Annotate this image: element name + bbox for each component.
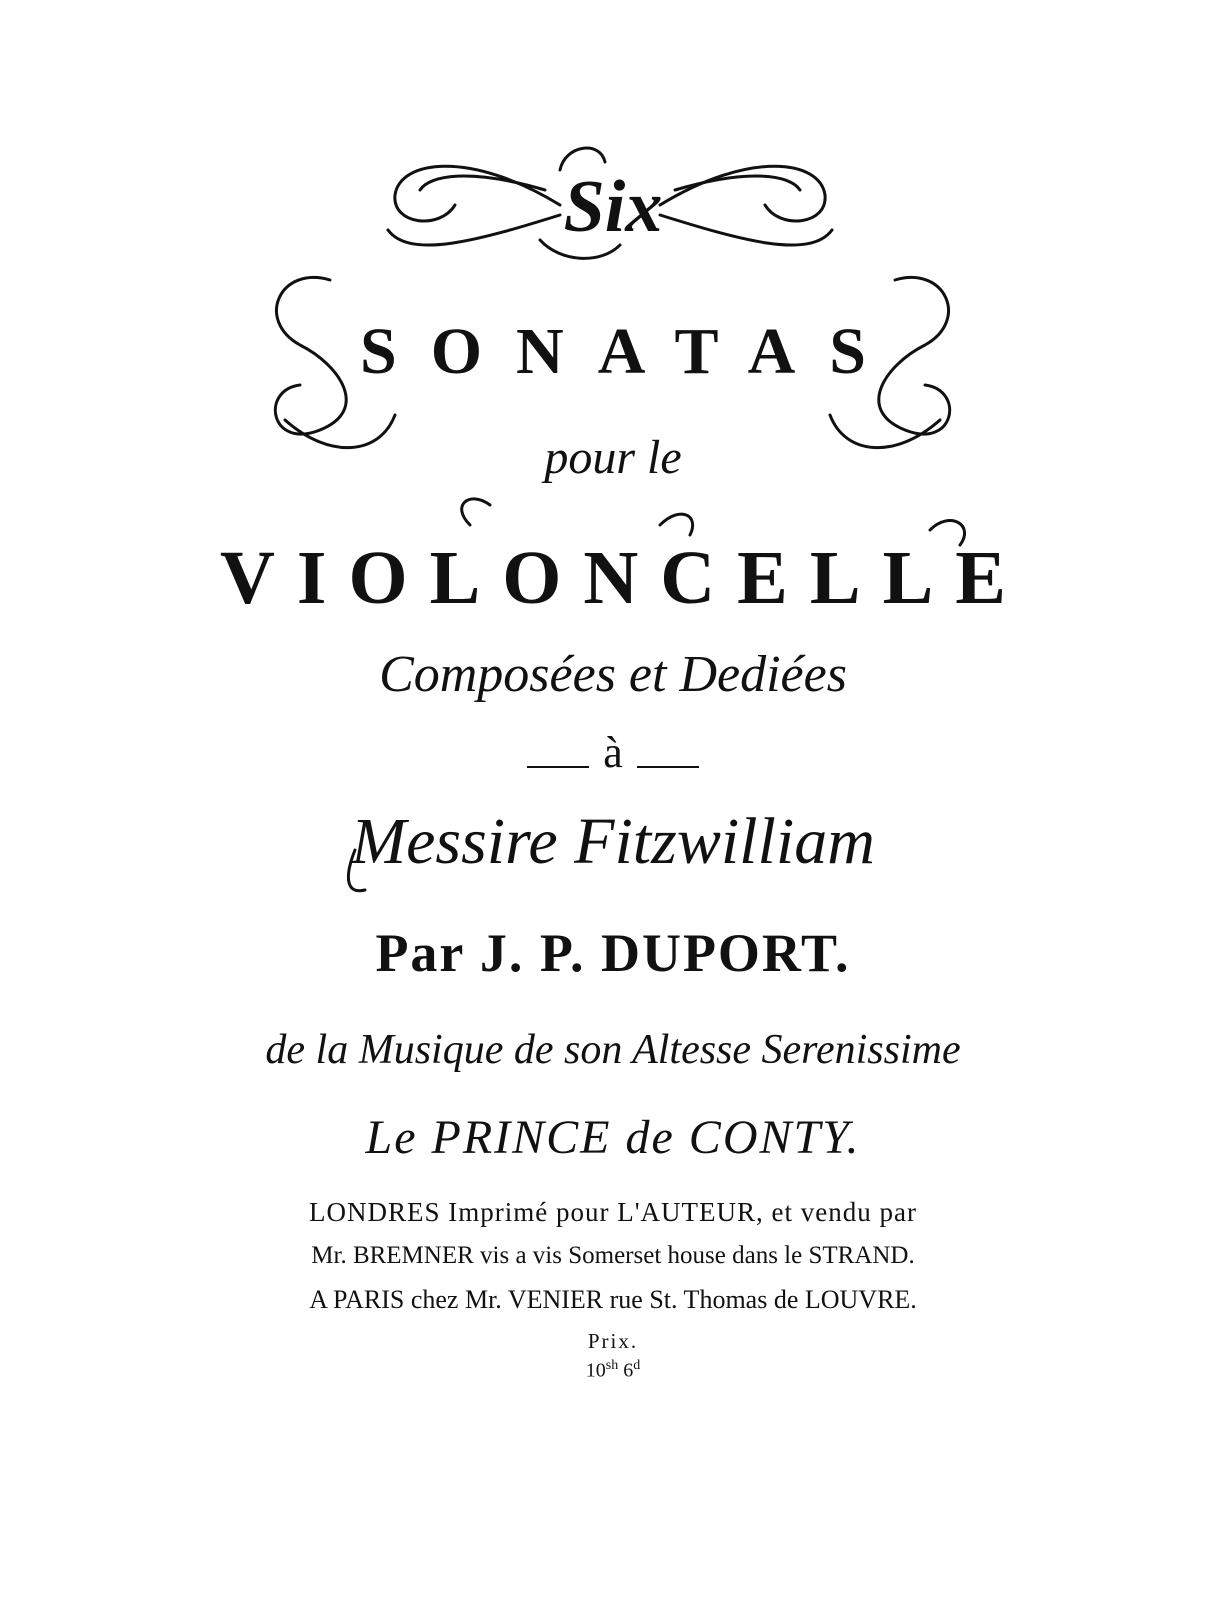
imprint-line-1: LONDRES Imprimé pour L'AUTEUR, et vendu par — [308, 1197, 917, 1227]
dedicatee-name: Messire Fitzwilliam — [351, 805, 875, 878]
price-pence: 6 — [623, 1359, 634, 1382]
a-text: à — [603, 728, 623, 777]
left-rule — [527, 766, 589, 768]
musique-line: de la Musique de son Altesse Serenissime — [265, 1027, 961, 1073]
prince-line: Le PRINCE de CONTY. — [365, 1111, 861, 1164]
imprint-line-2: Mr. BREMNER vis a vis Somerset house dans le STRAND. — [311, 1242, 915, 1269]
price-pence-unit: d — [633, 1358, 641, 1373]
imprint-line-3: A PARIS chez Mr. VENIER rue St. Thomas de LOUVRE. — [309, 1285, 917, 1314]
sonatas-heading: SONATAS — [360, 315, 900, 388]
price-value — [0, 1352, 1226, 1380]
right-rule — [637, 766, 699, 768]
composer-line: Par J. P. DUPORT. — [375, 923, 851, 983]
price-shillings-unit: sh — [605, 1358, 619, 1373]
prix-label: Prix. — [587, 1329, 639, 1353]
price-shillings: 10 — [585, 1359, 606, 1382]
pour-le-text: pour le — [544, 431, 682, 484]
a-line — [0, 725, 1226, 780]
six-heading: Six — [563, 166, 663, 248]
composees-dediees-text: Composées et Dediées — [379, 646, 847, 703]
violoncelle-heading: VIOLONCELLE — [220, 536, 1028, 620]
